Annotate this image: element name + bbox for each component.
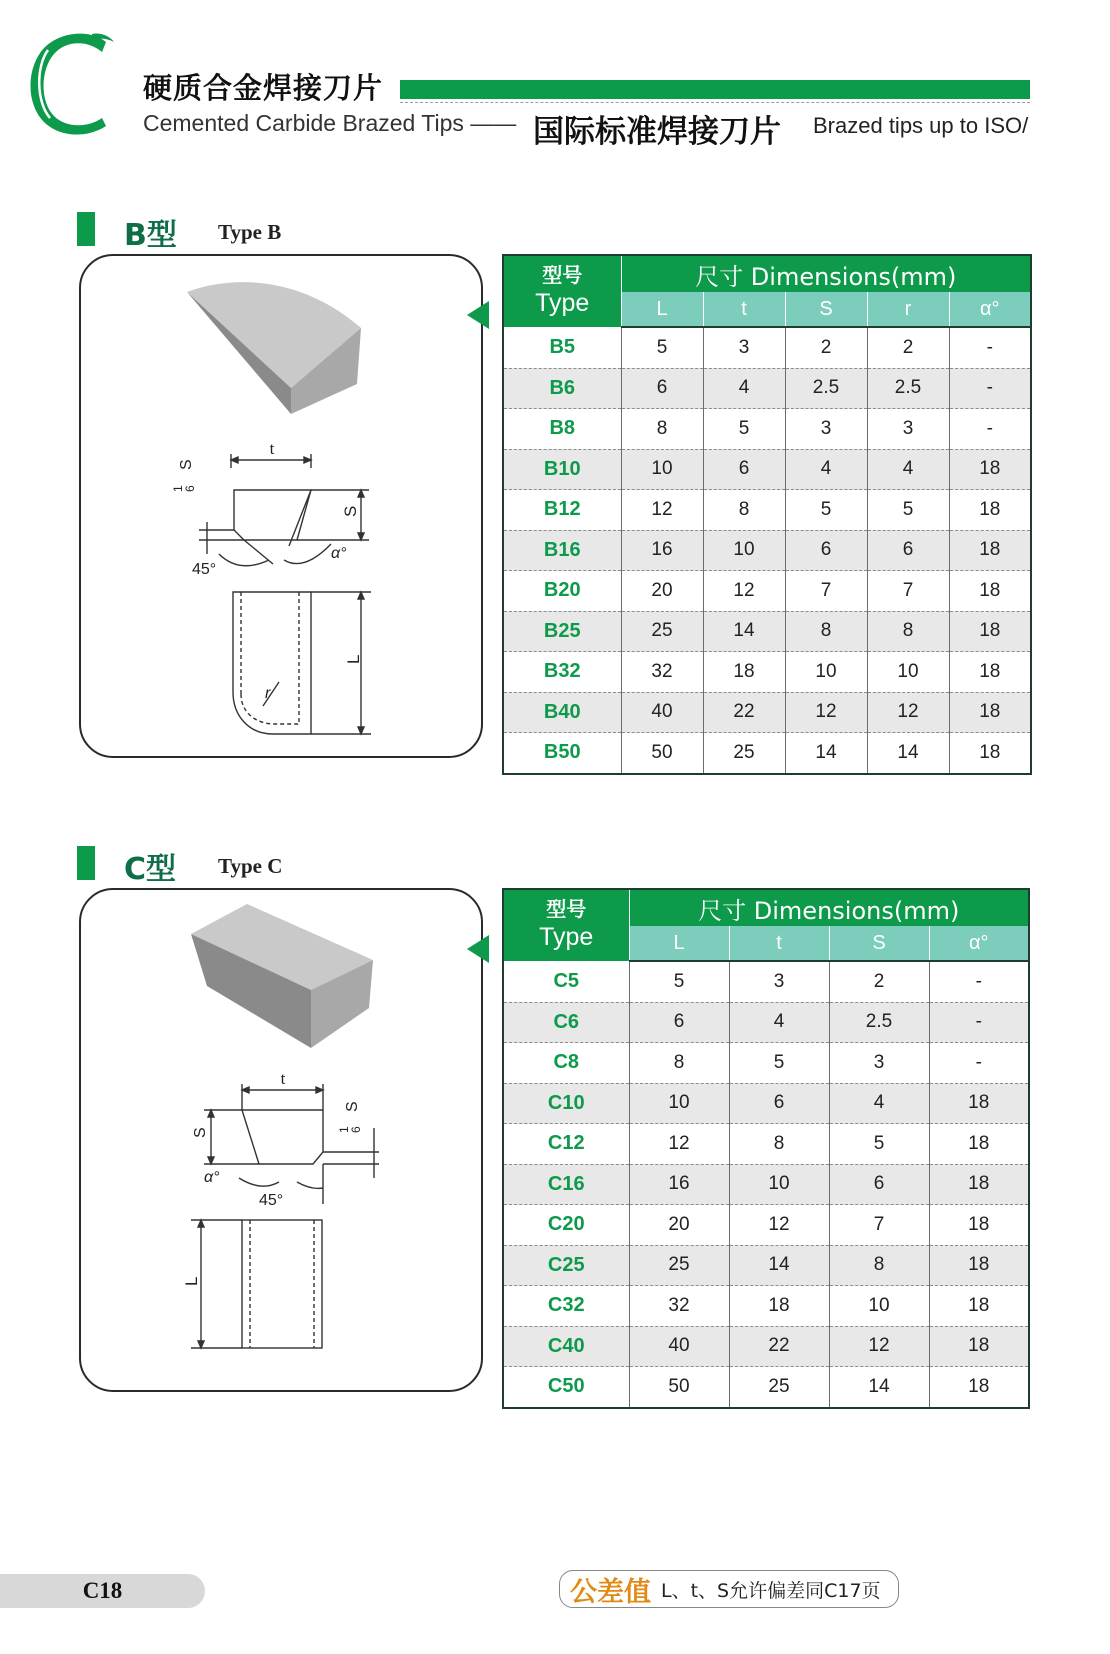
type-b-col-alpha: α° [949,292,1031,327]
section-c-marker [77,846,95,880]
table-row [503,1124,1029,1165]
table-row [503,611,1031,652]
type-b-l-label: L [344,654,363,664]
table-row [503,1326,1029,1367]
dimension-cell: 14 [829,1367,929,1408]
dimension-cell: 18 [929,1245,1029,1286]
dimension-cell: 6 [829,1164,929,1205]
dimension-cell: 18 [703,652,785,693]
dimension-cell: 25 [729,1367,829,1408]
model-cell: C25 [503,1245,629,1286]
dimension-cell: 3 [703,327,785,368]
type-b-col-t: t [703,292,785,327]
dimension-cell: 2 [867,327,949,368]
dimension-cell: 50 [621,733,703,774]
dimension-cell: 18 [929,1124,1029,1165]
type-b-frac-s: S [178,459,195,470]
model-cell: C20 [503,1205,629,1246]
dimension-cell: 8 [621,409,703,450]
dimension-cell: 50 [629,1367,729,1408]
dimension-cell: 6 [703,449,785,490]
model-cell: B32 [503,652,621,693]
model-cell: B5 [503,327,621,368]
table-row [503,733,1031,774]
model-cell: B40 [503,692,621,733]
type-c-t-label: t [280,1069,286,1088]
dimension-cell: 18 [929,1367,1029,1408]
dimension-cell: 4 [785,449,867,490]
type-c-dimensions-table [502,888,1030,1409]
header-dashed-rule [400,102,1030,103]
table-row [503,692,1031,733]
model-cell: C5 [503,961,629,1002]
type-b-t-label: t [269,439,275,458]
section-b-title-en: Type B [218,220,282,244]
section-b-marker [77,212,95,246]
dimension-cell: 2.5 [867,368,949,409]
header-green-bar [400,80,1030,99]
dimension-cell: 6 [729,1083,829,1124]
dimension-cell: 5 [829,1124,929,1165]
dimension-cell: 3 [829,1043,929,1084]
table-row [503,571,1031,612]
dimension-cell: 25 [703,733,785,774]
type-b-type-header-en: Type [535,289,590,318]
type-c-45-label: 45° [259,1192,284,1209]
dimension-cell: 8 [629,1043,729,1084]
header-subtitle-en: Brazed tips up to ISO/ [813,113,1029,138]
dimension-cell: - [949,409,1031,450]
type-c-alpha-label: α° [204,1169,220,1186]
dimension-cell: 18 [929,1205,1029,1246]
model-cell: B6 [503,368,621,409]
dimension-cell: 8 [829,1245,929,1286]
dimension-cell: 14 [785,733,867,774]
model-cell: B12 [503,490,621,531]
table-row [503,1245,1029,1286]
type-c-frac-top: 1 [337,1126,351,1133]
dimension-cell: - [949,327,1031,368]
dimension-cell: 22 [729,1326,829,1367]
dimension-cell: 18 [929,1083,1029,1124]
table-row [503,449,1031,490]
dimension-cell: 6 [867,530,949,571]
dimension-cell: 4 [729,1002,829,1043]
dimension-cell: 2.5 [785,368,867,409]
dimension-cell: - [929,1043,1029,1084]
dimension-cell: 18 [949,692,1031,733]
dimension-cell: 10 [829,1286,929,1327]
dimension-cell: 4 [829,1083,929,1124]
dimension-cell: 20 [621,571,703,612]
table-row [503,327,1031,368]
header-title-cn: 硬质合金焊接刀片 [143,71,384,105]
type-c-s-label: S [192,1127,209,1138]
model-cell: C10 [503,1083,629,1124]
dimension-cell: 18 [949,449,1031,490]
dimension-cell: 2 [829,961,929,1002]
model-cell: C16 [503,1164,629,1205]
model-cell: C8 [503,1043,629,1084]
type-c-col-t: t [729,926,829,961]
dimension-cell: 10 [785,652,867,693]
dimension-cell: 12 [629,1124,729,1165]
model-cell: B25 [503,611,621,652]
type-b-s-label: S [341,505,360,517]
dimension-cell: 18 [949,530,1031,571]
tolerance-note [559,1570,899,1608]
dimension-cell: 18 [729,1286,829,1327]
type-c-frac-bot: 6 [349,1126,363,1133]
dimension-cell: 18 [929,1286,1029,1327]
table-row [503,1205,1029,1246]
model-cell: C6 [503,1002,629,1043]
type-c-type-header-cn: 型号 [546,897,587,922]
type-b-col-s: S [785,292,867,327]
type-b-type-header-cn: 型号 [542,263,583,288]
dimension-cell: 16 [629,1164,729,1205]
tolerance-text: L、t、S允许偏差同C17页 [661,1579,881,1602]
dimension-cell: 18 [929,1326,1029,1367]
table-row [503,1164,1029,1205]
dimension-cell: 32 [629,1286,729,1327]
dimension-cell: 12 [729,1205,829,1246]
model-cell: B10 [503,449,621,490]
dimension-cell: 25 [629,1245,729,1286]
dimension-cell: 8 [785,611,867,652]
table-row [503,961,1029,1002]
dimension-cell: 4 [867,449,949,490]
dimension-cell: 7 [829,1205,929,1246]
dimension-cell: 6 [785,530,867,571]
model-cell: C32 [503,1286,629,1327]
dimension-cell: 12 [867,692,949,733]
table-row [503,1286,1029,1327]
table-row [503,652,1031,693]
dimension-cell: 14 [867,733,949,774]
type-b-dimensions-header: 尺寸 Dimensions(mm) [621,255,1031,292]
dimension-cell: 6 [621,368,703,409]
type-b-frac-top: 1 [171,485,185,492]
header-title-en: Cemented Carbide Brazed Tips —— [143,110,517,136]
table-row [503,1367,1029,1408]
type-c-front-view [191,1220,322,1348]
type-c-3d-view [191,904,373,1048]
dimension-cell: 14 [703,611,785,652]
dimension-cell: 7 [867,571,949,612]
type-c-type-header [503,889,629,961]
dimension-cell: 3 [867,409,949,450]
dimension-cell: 18 [929,1164,1029,1205]
section-b-title: B型 [124,218,177,253]
type-b-dimensions-table [502,254,1032,775]
dimension-cell: 5 [867,490,949,531]
model-cell: C40 [503,1326,629,1367]
dimension-cell: 5 [621,327,703,368]
page-number: C18 [82,1578,123,1603]
dimension-cell: 10 [867,652,949,693]
dimension-cell: 4 [703,368,785,409]
type-c-drawing [79,888,483,1392]
type-c-col-l: L [629,926,729,961]
table-row [503,1002,1029,1043]
dimension-cell: 8 [867,611,949,652]
section-c-title: C型 [124,852,177,887]
dimension-cell: 3 [729,961,829,1002]
table-row [503,530,1031,571]
dimension-cell: 10 [703,530,785,571]
section-c-title-en: Type C [218,854,283,878]
dimension-cell: 8 [703,490,785,531]
dimension-cell: 7 [785,571,867,612]
dimension-cell: 5 [785,490,867,531]
type-b-frac-bot: 6 [183,485,197,492]
model-cell: B16 [503,530,621,571]
type-c-type-header-en: Type [539,923,594,952]
tolerance-label: 公差值 [570,1576,651,1608]
dimension-cell: 6 [629,1002,729,1043]
dimension-cell: 22 [703,692,785,733]
dimension-cell: 40 [629,1326,729,1367]
dimension-cell: 32 [621,652,703,693]
type-b-alpha-label: α° [331,545,347,562]
type-c-col-alpha: α° [929,926,1029,961]
table-row [503,490,1031,531]
dimension-cell: 5 [729,1043,829,1084]
type-b-45-label: 45° [192,561,217,578]
dimension-cell: 12 [703,571,785,612]
dimension-cell: 18 [949,611,1031,652]
type-b-col-r: r [867,292,949,327]
model-cell: C50 [503,1367,629,1408]
dimension-cell: 10 [629,1083,729,1124]
brand-c-logo [22,28,122,140]
dimension-cell: 40 [621,692,703,733]
dimension-cell: 12 [621,490,703,531]
header-subtitle-cn: 国际标准焊接刀片 [533,114,781,150]
dimension-cell: - [929,1002,1029,1043]
type-b-drawing [79,254,483,758]
table-row [503,368,1031,409]
table-row [503,409,1031,450]
dimension-cell: 18 [949,490,1031,531]
table-row [503,1043,1029,1084]
dimension-cell: 25 [621,611,703,652]
type-c-frac-s: S [344,1101,361,1112]
dimension-cell: 12 [785,692,867,733]
type-c-l-label: L [182,1276,201,1286]
dimension-cell: 5 [629,961,729,1002]
dimension-cell: 8 [729,1124,829,1165]
type-b-type-header [503,255,621,327]
dimension-cell: 14 [729,1245,829,1286]
dimension-cell: 20 [629,1205,729,1246]
type-b-3d-view [187,282,361,414]
dimension-cell: 10 [621,449,703,490]
dimension-cell: - [949,368,1031,409]
model-cell: B8 [503,409,621,450]
type-c-dimensions-header: 尺寸 Dimensions(mm) [629,889,1029,926]
dimension-cell: 18 [949,571,1031,612]
dimension-cell: 12 [829,1326,929,1367]
dimension-cell: 16 [621,530,703,571]
model-cell: B20 [503,571,621,612]
dimension-cell: 3 [785,409,867,450]
type-b-r-label: r [265,685,271,702]
dimension-cell: 5 [703,409,785,450]
type-b-col-l: L [621,292,703,327]
dimension-cell: - [929,961,1029,1002]
table-row [503,1083,1029,1124]
dimension-cell: 2.5 [829,1002,929,1043]
dimension-cell: 10 [729,1164,829,1205]
type-c-col-s: S [829,926,929,961]
dimension-cell: 18 [949,733,1031,774]
model-cell: B50 [503,733,621,774]
model-cell: C12 [503,1124,629,1165]
dimension-cell: 2 [785,327,867,368]
dimension-cell: 18 [949,652,1031,693]
